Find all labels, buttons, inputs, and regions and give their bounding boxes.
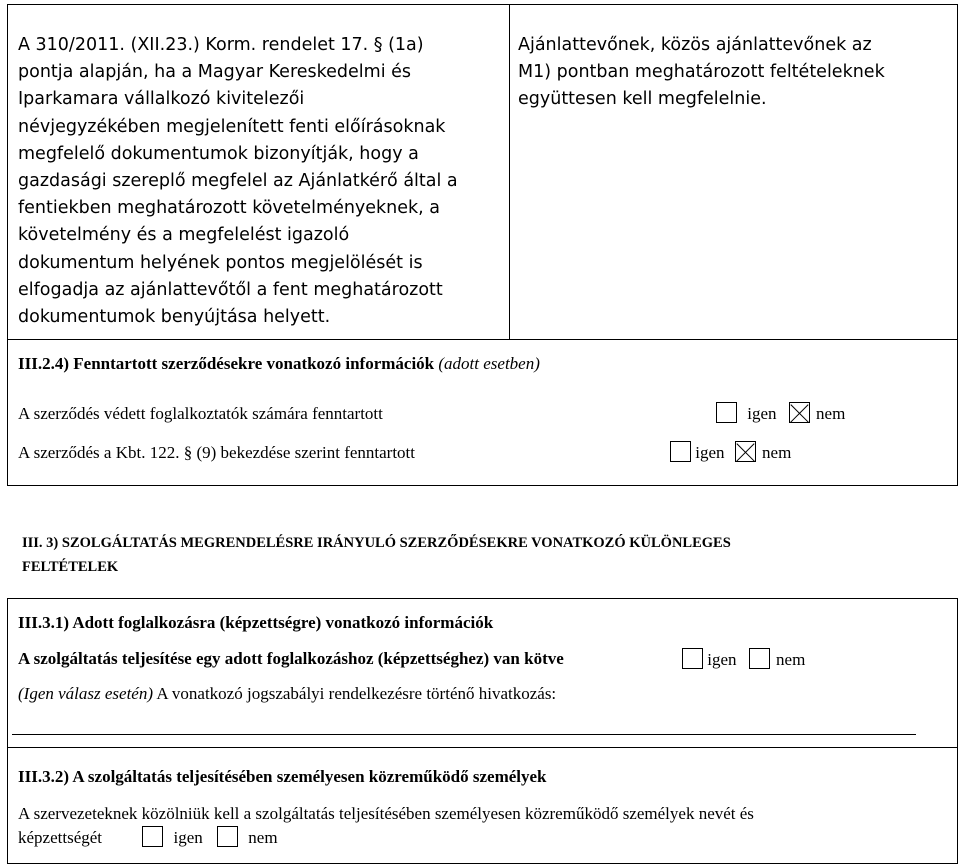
section-heading-iii-2-4: [18, 354, 540, 374]
note-text: A vonatkozó jogszabályi rendelkezésre történő hivatkozás:: [156, 684, 557, 703]
right-cell-text: [518, 32, 956, 114]
left-cell-line: dokumentumok benyújtása helyett.: [18, 307, 331, 328]
left-cell-line: A 310/2011. (XII.23.) Korm. rendelet 17. § (1a): [18, 35, 424, 55]
no-checkbox[interactable]: [217, 826, 238, 847]
no-checkbox[interactable]: [749, 648, 770, 669]
yes-checkbox[interactable]: [670, 441, 691, 462]
section-divider: [7, 747, 958, 748]
left-cell-line: dokumentum helyének pontos megjelölését is: [18, 252, 423, 273]
section-heading-iii-3-1: III.3.1) Adott foglalkozásra (képzettségre) vonatkozó információk: [18, 613, 494, 632]
section-heading-iii-3-2: III.3.2) A szolgáltatás teljesítésében személyesen közreműködő személyek: [18, 767, 547, 786]
right-cell-line: együttesen kell megfelelnie.: [518, 89, 767, 110]
profession-options: [682, 648, 805, 670]
heading-line: FELTÉTELEK: [22, 559, 119, 575]
personnel-line-2: [18, 826, 953, 850]
legal-reference-input-line[interactable]: [12, 734, 916, 735]
yes-label: igen: [707, 650, 737, 669]
left-cell-line: megfelelő dokumentumok bizonyítják, hogy a: [18, 143, 419, 164]
row-protected-employers-label: A szerződés védett foglalkoztatók számára fenntartott: [18, 404, 383, 423]
no-checkbox-checked[interactable]: [735, 441, 756, 462]
yes-checkbox[interactable]: [142, 826, 163, 847]
legal-reference-note: [18, 684, 556, 704]
row-protected-employers-options: [716, 402, 845, 424]
personnel-line: A szervezeteknek közölniük kell a szolgáltatás teljesítésében személyesen közreműködő személyek nevét és: [18, 804, 754, 823]
personnel-text: [18, 802, 953, 850]
left-cell-line: Iparkamara vállalkozó kivitelezői: [18, 89, 305, 110]
heading-bold-text: III.2.4) Fenntartott szerződésekre vonatkozó információk: [18, 354, 435, 373]
personnel-line-prefix: képzettségét: [18, 828, 103, 847]
yes-label: igen: [695, 443, 725, 462]
note-italic: (Igen válasz esetén): [18, 684, 154, 703]
row-kbt-122-options: [670, 441, 791, 463]
no-label: nem: [816, 404, 846, 423]
no-label: nem: [248, 828, 278, 847]
left-cell-line: gazdasági szereplő megfelel az Ajánlatkérő által a: [18, 171, 458, 192]
left-cell-line: fentiekben meghatározott követelményeknek, a: [18, 198, 441, 219]
heading-line: III. 3) SZOLGÁLTATÁS MEGRENDELÉSRE IRÁNYULÓ SZERZŐDÉSEKRE VONATKOZÓ KÜLÖNLEGES: [22, 535, 731, 551]
row-kbt-122-label: A szerződés a Kbt. 122. § (9) bekezdése szerint fenntartott: [18, 443, 415, 462]
profession-question: A szolgáltatás teljesítése egy adott foglalkozáshoz (képzettséghez) van kötve: [18, 649, 564, 668]
left-cell-line: követelmény és a megfelelést igazoló: [18, 225, 350, 246]
left-cell-line: névjegyzékében megjelenített fenti előírásoknak: [18, 116, 446, 137]
no-label: nem: [762, 443, 792, 462]
yes-checkbox[interactable]: [716, 402, 737, 423]
no-checkbox-checked[interactable]: [789, 402, 810, 423]
heading-italic-text: (adott esetben): [438, 354, 540, 373]
section-heading-iii-3: [22, 531, 942, 579]
table-cell-divider: [509, 4, 510, 340]
no-label: nem: [776, 650, 806, 669]
left-cell-line: pontja alapján, ha a Magyar Kereskedelmi és: [18, 62, 412, 83]
yes-label: igen: [747, 404, 777, 423]
left-cell-text: [18, 32, 506, 331]
left-cell-line: elfogadja az ajánlattevőtől a fent meghatározott: [18, 279, 443, 300]
right-cell-line: M1) pontban meghatározott feltételeknek: [518, 62, 885, 83]
yes-checkbox[interactable]: [682, 648, 703, 669]
yes-label: igen: [173, 828, 203, 847]
right-cell-line: Ajánlattevőnek, közös ajánlattevőnek az: [518, 35, 872, 55]
